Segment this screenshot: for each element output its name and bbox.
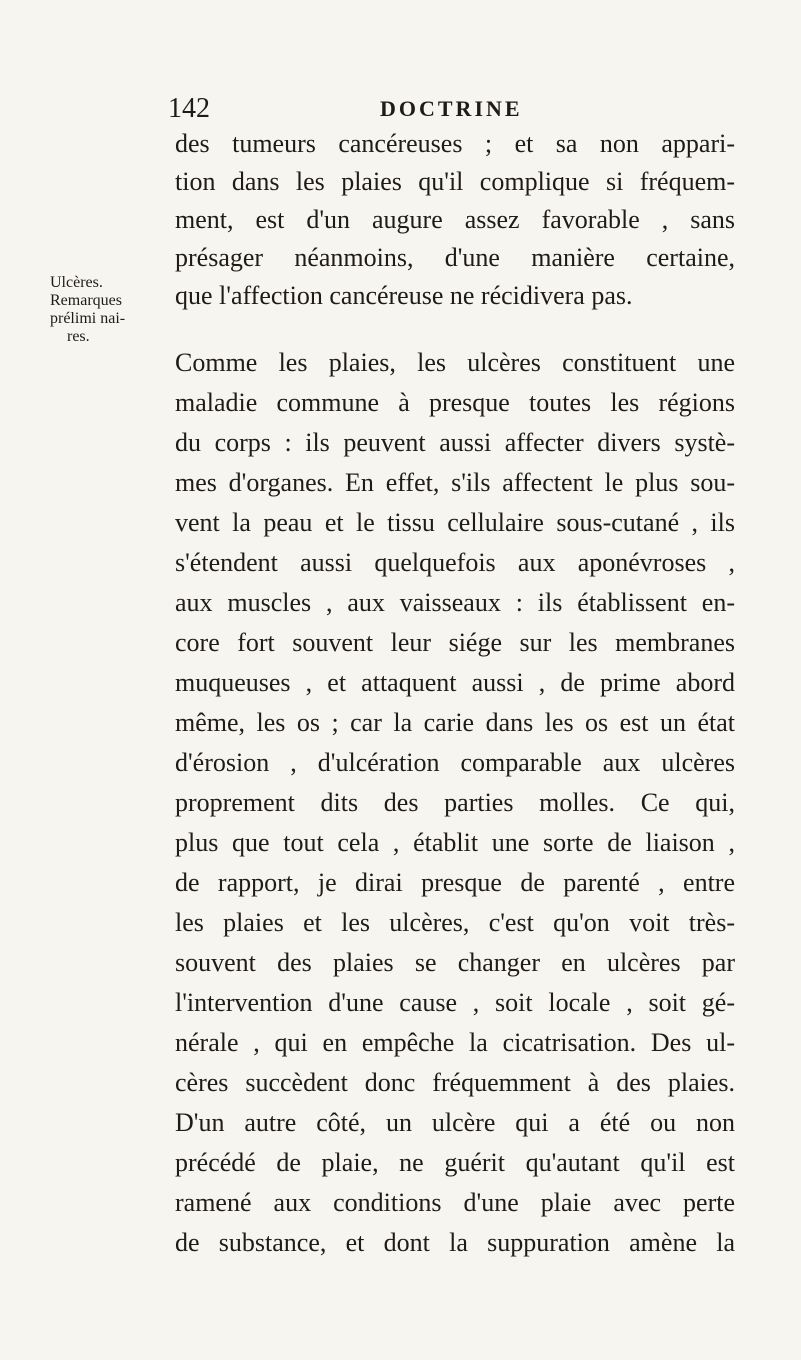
text-line: proprement dits des parties molles. Ce qui, bbox=[175, 788, 735, 817]
text-line: les plaies et les ulcères, c'est qu'on voit très- bbox=[175, 908, 735, 937]
page-header bbox=[168, 94, 543, 124]
text-line: de substance, et dont la suppuration amène la bbox=[175, 1228, 735, 1257]
margin-note-line: Ulcères. bbox=[50, 274, 103, 291]
text-line: souvent des plaies se changer en ulcères par bbox=[175, 948, 735, 977]
text-line: tion dans les plaies qu'il complique si fréquem- bbox=[175, 167, 735, 196]
text-line: Comme les plaies, les ulcères constituent une bbox=[175, 348, 735, 377]
text-line: même, les os ; car la carie dans les os est un état bbox=[175, 708, 735, 737]
text-line: l'intervention d'une cause , soit locale , soit gé- bbox=[175, 988, 735, 1017]
text-line: nérale , qui en empêche la cicatrisation. Des ul- bbox=[175, 1028, 735, 1057]
text-line: précédé de plaie, ne guérit qu'autant qu'il est bbox=[175, 1148, 735, 1177]
text-line: des tumeurs cancéreuses ; et sa non appari- bbox=[175, 129, 735, 158]
text-line: s'étendent aussi quelquefois aux aponévroses , bbox=[175, 548, 735, 577]
text-line: cères succèdent donc fréquemment à des plaies. bbox=[175, 1068, 735, 1097]
text-line: vent la peau et le tissu cellulaire sous-cutané , ils bbox=[175, 508, 735, 537]
text-line: D'un autre côté, un ulcère qui a été ou non bbox=[175, 1108, 735, 1137]
text-line: du corps : ils peuvent aussi affecter divers systè- bbox=[175, 428, 735, 457]
text-line: présager néanmoins, d'une manière certaine, bbox=[175, 243, 735, 272]
text-line: maladie commune à presque toutes les régions bbox=[175, 388, 735, 417]
margin-note-line: Remarques bbox=[50, 292, 122, 309]
paragraph bbox=[175, 343, 735, 1263]
paragraph bbox=[175, 125, 735, 315]
text-line: que l'affection cancéreuse ne récidivera pas. bbox=[175, 281, 633, 310]
text-line: ramené aux conditions d'une plaie avec perte bbox=[175, 1188, 735, 1217]
text-line: de rapport, je dirai presque de parenté , entre bbox=[175, 868, 735, 897]
paragraph-gap bbox=[175, 315, 735, 343]
margin-note-line: prélimi nai- bbox=[50, 310, 126, 327]
body-text bbox=[175, 125, 735, 1263]
margin-note-line: res. bbox=[67, 328, 90, 345]
margin-note bbox=[50, 274, 166, 346]
text-line: muqueuses , et attaquent aussi , de prime abord bbox=[175, 668, 735, 697]
text-line: d'érosion , d'ulcération comparable aux ulcères bbox=[175, 748, 735, 777]
running-title: DOCTRINE bbox=[380, 96, 523, 121]
text-line: ment, est d'un augure assez favorable , sans bbox=[175, 205, 735, 234]
text-line: plus que tout cela , établit une sorte de liaison , bbox=[175, 828, 735, 857]
text-line: aux muscles , aux vaisseaux : ils établissent en- bbox=[175, 588, 735, 617]
text-line: core fort souvent leur siége sur les membranes bbox=[175, 628, 735, 657]
text-line: mes d'organes. En effet, s'ils affectent le plus sou- bbox=[175, 468, 735, 497]
page-number: 142 bbox=[168, 93, 210, 124]
